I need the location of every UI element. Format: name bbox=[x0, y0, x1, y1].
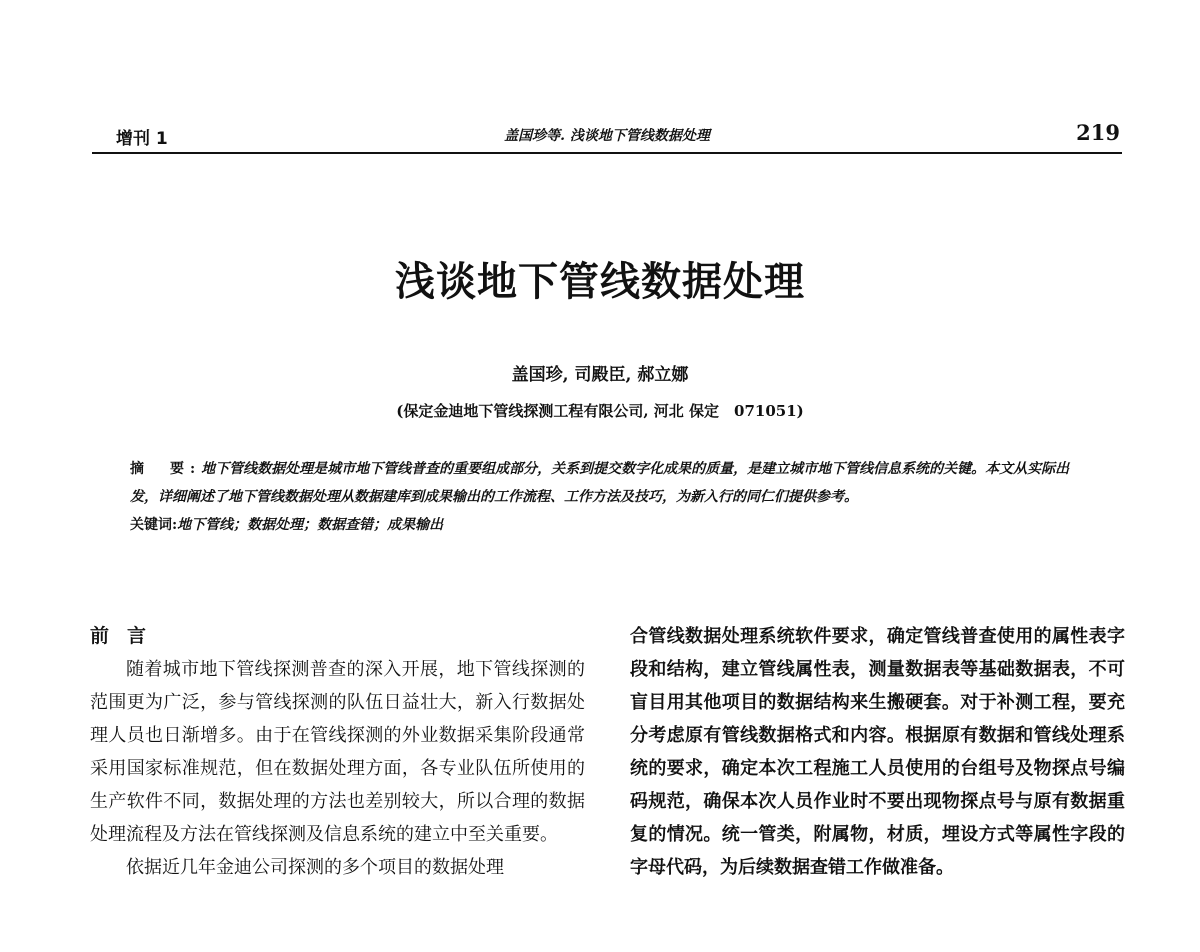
issue-label: 增刊 1 bbox=[116, 129, 168, 149]
running-header bbox=[92, 118, 1122, 154]
section-heading-preface: 前言 bbox=[90, 625, 165, 647]
keywords-text: 地下管线；数据处理；数据查错；成果输出 bbox=[177, 517, 444, 533]
article-authors: 盖国珍, 司殿臣, 郝立娜 bbox=[511, 365, 689, 385]
right-column bbox=[630, 620, 1125, 884]
running-title: 盖国珍等. 浅谈地下管线数据处理 bbox=[504, 128, 710, 144]
abstract-paragraph bbox=[130, 455, 1090, 511]
left-column bbox=[90, 620, 585, 884]
abstract-label: 摘 要: bbox=[130, 461, 202, 477]
abstract-block bbox=[130, 455, 1090, 539]
abstract-text: 地下管线数据处理是城市地下管线普查的重要组成部分，关系到提交数字化成果的质量，是建立城市地下管线信息系统的关键。本文从实际出发，详细阐述了地下管线数据处理从数据建库到成果输出的工作流程、工作方法及技巧，为新入行的同仁们提供参考。 bbox=[130, 461, 1070, 505]
keywords-label: 关键词: bbox=[130, 517, 178, 533]
right-column-paragraph-1: 合管线数据处理系统软件要求，确定管线普查使用的属性表字段和结构，建立管线属性表，测量数据表等基础数据表，不可盲目用其他项目的数据结构来生搬硬套。对于补测工程，要充分考虑原有管线数据格式和内容。根据原有数据和管线处理系统的要求，确定本次工程施工人员使用的台组号及物探点号编码规范，确保本次人员作业时不要出现物探点号与原有数据重复的情况。统一管类，附属物，材质，埋设方式等属性字段的字母代码，为后续数据查错工作做准备。 bbox=[630, 626, 1125, 878]
page-number: 219 bbox=[1076, 120, 1120, 145]
article-title: 浅谈地下管线数据处理 bbox=[395, 258, 805, 305]
preface-paragraph-2: 依据近几年金迪公司探测的多个项目的数据处理 bbox=[126, 857, 504, 878]
keywords-line bbox=[130, 511, 1090, 539]
preface-paragraph-1: 随着城市地下管线探测普查的深入开展，地下管线探测的范围更为广泛，参与管线探测的队伍日益壮大，新入行数据处理人员也日渐增多。由于在管线探测的外业数据采集阶段通常采用国家标准规范，但在数据处理方面，各专业队伍所使用的生产软件不同，数据处理的方法也差别较大，所以合理的数据处理流程及方法在管线探测及信息系统的建立中至关重要。 bbox=[90, 659, 585, 845]
article-affiliation: (保定金迪地下管线探测工程有限公司, 河北 保定 071051) bbox=[396, 402, 804, 420]
